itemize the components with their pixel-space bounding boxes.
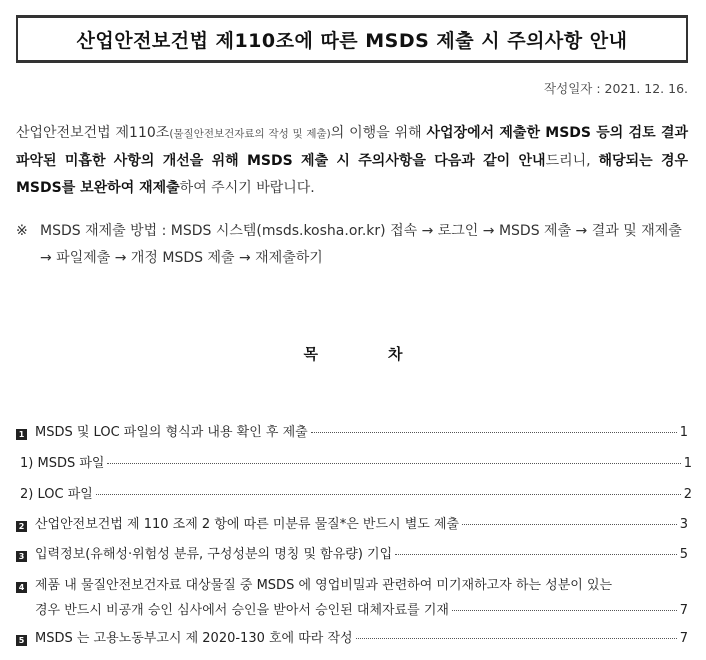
toc-bullet: 1 <box>16 429 27 440</box>
intro-part4: 하여 주시기 바랍니다. <box>179 180 315 196</box>
toc-item-3[interactable] <box>16 543 688 562</box>
creation-date: 작성일자 : 2021. 12. 16. <box>544 81 688 96</box>
toc-item-2[interactable] <box>16 513 688 532</box>
toc-bullet: 5 <box>16 635 27 646</box>
intro-part2: 의 이행을 위해 <box>330 125 427 141</box>
toc-item-4[interactable] <box>16 574 688 618</box>
document-title: 산업안전보건법 제110조에 따른 MSDS 제출 시 주의사항 안내 <box>76 29 628 52</box>
toc-subitem-loc-file[interactable] <box>16 483 692 502</box>
toc-bullet: 4 <box>16 582 27 593</box>
toc-item-text-line2: 경우 반드시 비공개 승인 심사에서 승인을 받아서 승인된 대체자료를 기재 <box>35 603 449 618</box>
toc-leader-dots <box>107 463 680 464</box>
note-mark: ※ <box>16 223 28 239</box>
toc-leader-dots <box>452 610 677 611</box>
toc-page-number: 1 <box>679 425 688 440</box>
toc-page-number: 2 <box>683 487 692 502</box>
intro-part3: 드리니, <box>545 153 599 169</box>
resubmit-note <box>16 218 688 272</box>
toc-leader-dots <box>356 638 677 639</box>
intro-paragraph <box>16 120 688 202</box>
toc-item-text: MSDS 및 LOC 파일의 형식과 내용 확인 후 제출 <box>35 425 308 440</box>
title-box <box>16 15 688 63</box>
toc-item-1[interactable] <box>16 421 688 440</box>
intro-part1: 산업안전보건법 제110조 <box>16 125 170 141</box>
toc-leader-dots <box>311 432 677 433</box>
intro-bold1: 사업장에서 제출한 MSDS 등의 검토 결과 파악된 미흡한 사항의 개선을 위해 MSDS 제출 시 주의사항을 다음과 같이 안내 <box>16 125 688 169</box>
toc-leader-dots <box>96 494 681 495</box>
toc-bullet: 2 <box>16 521 27 532</box>
toc-item-text: 1) MSDS 파일 <box>20 456 105 471</box>
toc-page-number: 1 <box>683 456 692 471</box>
intro-bold2: 해당되는 경우 MSDS를 보완하여 재제출 <box>16 153 688 196</box>
toc-item-text: 입력정보(유해성·위험성 분류, 구성성분의 명칭 및 함유량) 기입 <box>35 547 393 562</box>
toc-leader-dots <box>395 554 677 555</box>
toc-leader-dots <box>462 524 677 525</box>
toc-title: 목차 <box>303 345 473 363</box>
intro-part1-small: (물질안전보건자료의 작성 및 제출) <box>169 128 331 140</box>
toc-page-number: 5 <box>679 547 688 562</box>
toc-item-text: MSDS 는 고용노동부고시 제 2020-130 호에 따라 작성 <box>35 631 353 646</box>
toc-subitem-msds-file[interactable] <box>16 452 692 471</box>
toc-page-number: 7 <box>679 603 688 618</box>
toc-item-text-line1: 제품 내 물질안전보건자료 대상물질 중 MSDS 에 영업비밀과 관련하여 미기재하고자 하는 성분이 있는 <box>35 578 613 593</box>
toc-item-5[interactable] <box>16 627 688 646</box>
toc-item-text: 산업안전보건법 제 110 조제 2 항에 따른 미분류 물질*은 반드시 별도 제출 <box>35 517 460 532</box>
toc-page-number: 7 <box>679 631 688 646</box>
note-text: MSDS 재제출 방법 : MSDS 시스템(msds.kosha.or.kr) 접속 → 로그인 → MSDS 제출 → 결과 및 재제출 → 파일제출 → 개정 MSDS 제출 → 재제출하기 <box>40 223 682 266</box>
toc-page-number: 3 <box>679 517 688 532</box>
toc-item-text: 2) LOC 파일 <box>20 487 93 502</box>
toc-bullet: 3 <box>16 551 27 562</box>
